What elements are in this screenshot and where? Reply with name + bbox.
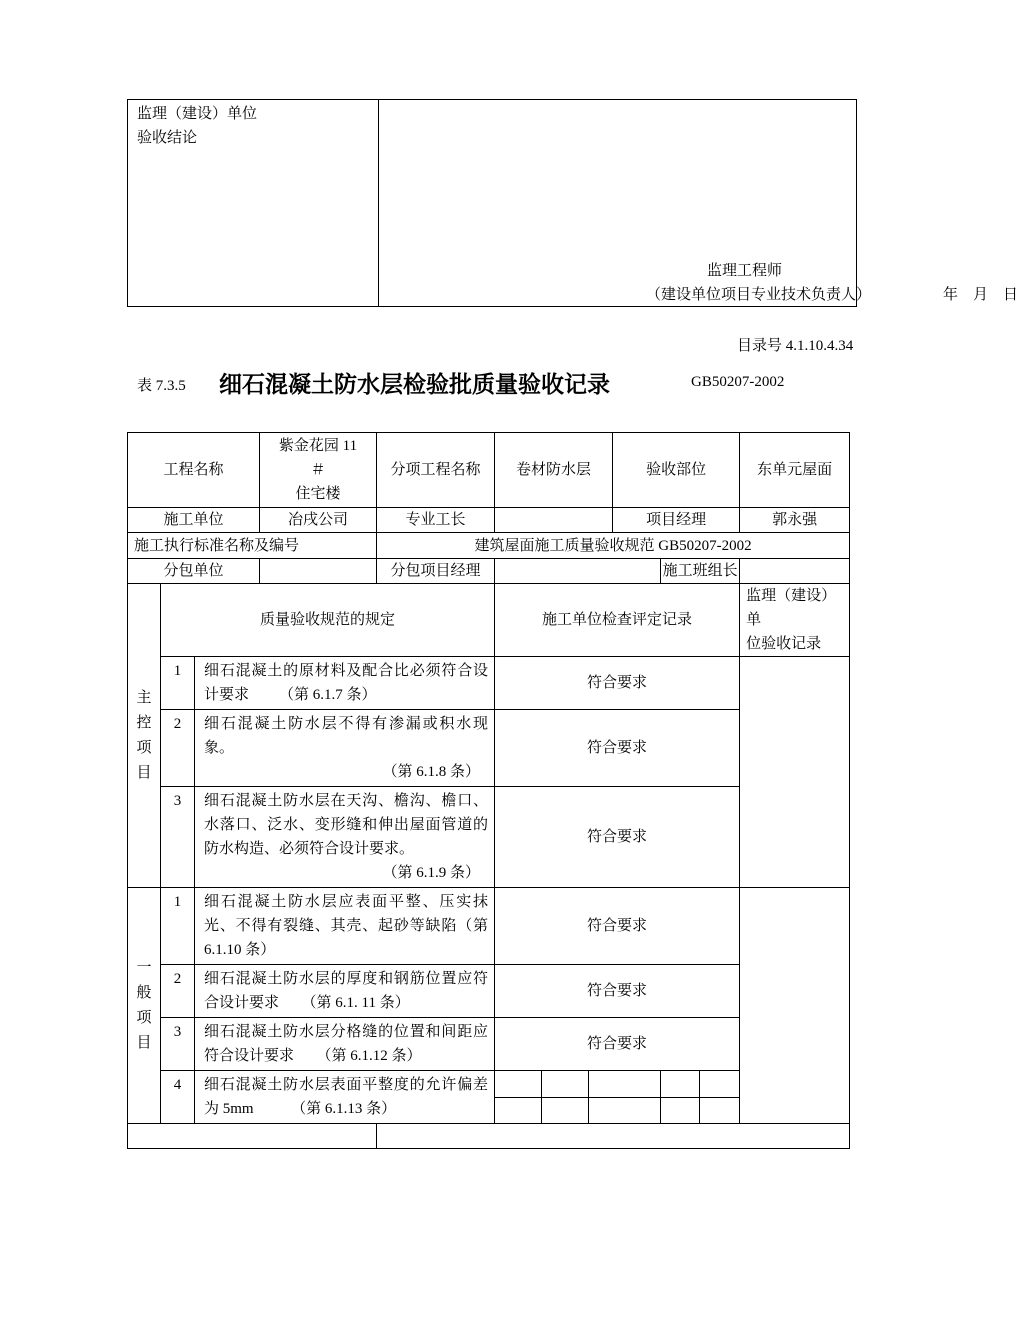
sub-project-value[interactable]: 卷材防水层	[495, 433, 613, 508]
measurement-cell[interactable]	[542, 1097, 589, 1124]
catalog-number: 目录号 4.1.10.4.34	[737, 338, 854, 354]
supervision-unit-label: 监理（建设）单位	[137, 106, 258, 122]
main-label-char: 主	[136, 689, 152, 706]
measurement-cell[interactable]	[589, 1071, 661, 1098]
item-spec	[195, 965, 495, 1018]
item-spec-text: 细石混凝土防水层不得有渗漏或积水现象。	[204, 716, 489, 756]
item-clause: （第 6.1.10 条）	[204, 918, 489, 958]
general-label-char: 般	[136, 984, 152, 1001]
item-result[interactable]: 符合要求	[495, 710, 740, 787]
project-name-line1: 紫金花园 11	[278, 438, 358, 454]
item-spec	[195, 787, 495, 888]
item-clause: （第 6.1.8 条）	[382, 764, 481, 780]
supervisor-header-line1: 监理（建设）单	[746, 588, 837, 628]
project-name-label: 工程名称	[128, 433, 260, 508]
item-clause: （第 6.1.7 条）	[279, 687, 377, 703]
item-number: 1	[161, 657, 195, 710]
team-leader-label: 施工班组长	[661, 559, 740, 584]
acceptance-conclusion-label: 验收结论	[137, 130, 198, 146]
project-name-line3: 住宅楼	[295, 486, 341, 502]
date-label: 年 月 日	[943, 287, 1018, 303]
contractor-row	[128, 508, 850, 533]
supervisor-column-header	[740, 584, 850, 657]
sub-project-manager-label: 分包项目经理	[377, 559, 495, 584]
measurement-cell[interactable]	[589, 1097, 661, 1124]
sub-project-manager-value[interactable]	[495, 559, 661, 584]
supervising-engineer-label: 监理工程师	[707, 263, 783, 279]
subcontractor-label: 分包单位	[128, 559, 260, 584]
acceptance-part-label: 验收部位	[613, 433, 740, 508]
measurement-cell[interactable]	[542, 1071, 589, 1098]
item-spec	[195, 1018, 495, 1071]
spec-column-header: 质量验收规范的规定	[161, 584, 495, 657]
general-label-char: 目	[136, 1034, 152, 1051]
item-spec-text: 细石混凝土的原材料及配合比必须符合设计要求	[204, 663, 489, 703]
item-spec-text: 细石混凝土防水层的厚度和钢筋位置应符合设计要求	[204, 971, 489, 1011]
inspection-record-table	[127, 432, 850, 1149]
measurement-cell[interactable]	[700, 1097, 740, 1124]
item-spec	[195, 1071, 495, 1124]
general-items-label	[128, 888, 161, 1124]
supervisor-header-line2: 位验收记录	[746, 636, 822, 652]
item-clause: （第 6.1.9 条）	[382, 865, 481, 881]
item-spec-text: 细石混凝土防水层在天沟、檐沟、檐口、水落口、泛水、变形缝和伸出屋面管道的防水构造、必须符合设计要求。	[204, 793, 489, 857]
item-result[interactable]: 符合要求	[495, 888, 740, 965]
main-item-row	[128, 657, 850, 710]
general-item-row	[128, 888, 850, 965]
bottom-blank-row	[128, 1124, 850, 1149]
item-spec	[195, 710, 495, 787]
column-header-row	[128, 584, 850, 657]
owner-technical-lead-label: （建设单位项目专业技术负责人）	[646, 287, 872, 303]
contractor-label: 施工单位	[128, 508, 260, 533]
document-title: 细石混凝土防水层检验批质量验收记录	[219, 372, 610, 398]
item-spec-text: 细石混凝土防水层分格缝的位置和间距应符合设计要求	[204, 1024, 489, 1064]
item-spec-text: 细石混凝土防水层表面平整度的允许偏差为 5mm	[204, 1077, 489, 1117]
sub-project-label: 分项工程名称	[377, 433, 495, 508]
item-clause: （第 6.1.13 条）	[291, 1101, 397, 1117]
main-label-char: 控	[136, 714, 152, 731]
project-name-line2: ＃	[310, 462, 326, 478]
item-clause: （第 6.1.12 条）	[316, 1048, 422, 1064]
item-result[interactable]: 符合要求	[495, 1018, 740, 1071]
general-supervisor-record[interactable]	[740, 888, 850, 1124]
item-result[interactable]: 符合要求	[495, 787, 740, 888]
measurement-cell[interactable]	[495, 1097, 542, 1124]
item-number: 4	[161, 1071, 195, 1124]
measurement-cell[interactable]	[700, 1071, 740, 1098]
supervision-unit-label-cell	[128, 100, 379, 307]
subcontractor-row	[128, 559, 850, 584]
item-number: 3	[161, 1018, 195, 1071]
project-info-row	[128, 433, 850, 508]
standard-code: GB50207-2002	[691, 374, 785, 390]
item-spec-text: 细石混凝土防水层应表面平整、压实抹光、不得有裂缝、其壳、起砂等缺陷	[204, 894, 489, 934]
item-result[interactable]: 符合要求	[495, 657, 740, 710]
item-spec	[195, 657, 495, 710]
supervision-conclusion-block	[127, 99, 1018, 307]
measurement-cell[interactable]	[495, 1071, 542, 1098]
bottom-blank-cell-right[interactable]	[377, 1124, 850, 1149]
team-leader-value[interactable]	[740, 559, 850, 584]
standard-label: 施工执行标准名称及编号	[128, 533, 377, 559]
measurement-cell[interactable]	[661, 1097, 700, 1124]
subcontractor-value[interactable]	[260, 559, 377, 584]
item-result[interactable]: 符合要求	[495, 965, 740, 1018]
foreman-label: 专业工长	[377, 508, 495, 533]
item-number: 2	[161, 965, 195, 1018]
foreman-value[interactable]	[495, 508, 613, 533]
standard-value[interactable]: 建筑屋面施工质量验收规范 GB50207-2002	[377, 533, 850, 559]
item-number: 1	[161, 888, 195, 965]
main-label-char: 目	[136, 764, 152, 781]
measurement-cell[interactable]	[661, 1071, 700, 1098]
contractor-value[interactable]: 冶戌公司	[260, 508, 377, 533]
acceptance-part-value[interactable]: 东单元屋面	[740, 433, 850, 508]
main-label-char: 项	[136, 739, 152, 756]
main-control-items-label	[128, 584, 161, 888]
project-manager-value[interactable]: 郭永强	[740, 508, 850, 533]
bottom-blank-cell-left[interactable]	[128, 1124, 377, 1149]
item-clause: （第 6.1. 11 条）	[301, 995, 410, 1011]
table-number: 表 7.3.5	[137, 378, 186, 394]
general-label-char: 项	[136, 1009, 152, 1026]
main-supervisor-record[interactable]	[740, 657, 850, 888]
project-manager-label: 项目经理	[613, 508, 740, 533]
contractor-check-column-header: 施工单位检查评定记录	[495, 584, 740, 657]
general-label-char: 一	[136, 959, 152, 976]
project-name-value[interactable]	[260, 433, 377, 508]
item-number: 3	[161, 787, 195, 888]
supervision-conclusion-cell[interactable]	[379, 100, 1018, 307]
item-spec	[195, 888, 495, 965]
item-number: 2	[161, 710, 195, 787]
standard-row	[128, 533, 850, 559]
